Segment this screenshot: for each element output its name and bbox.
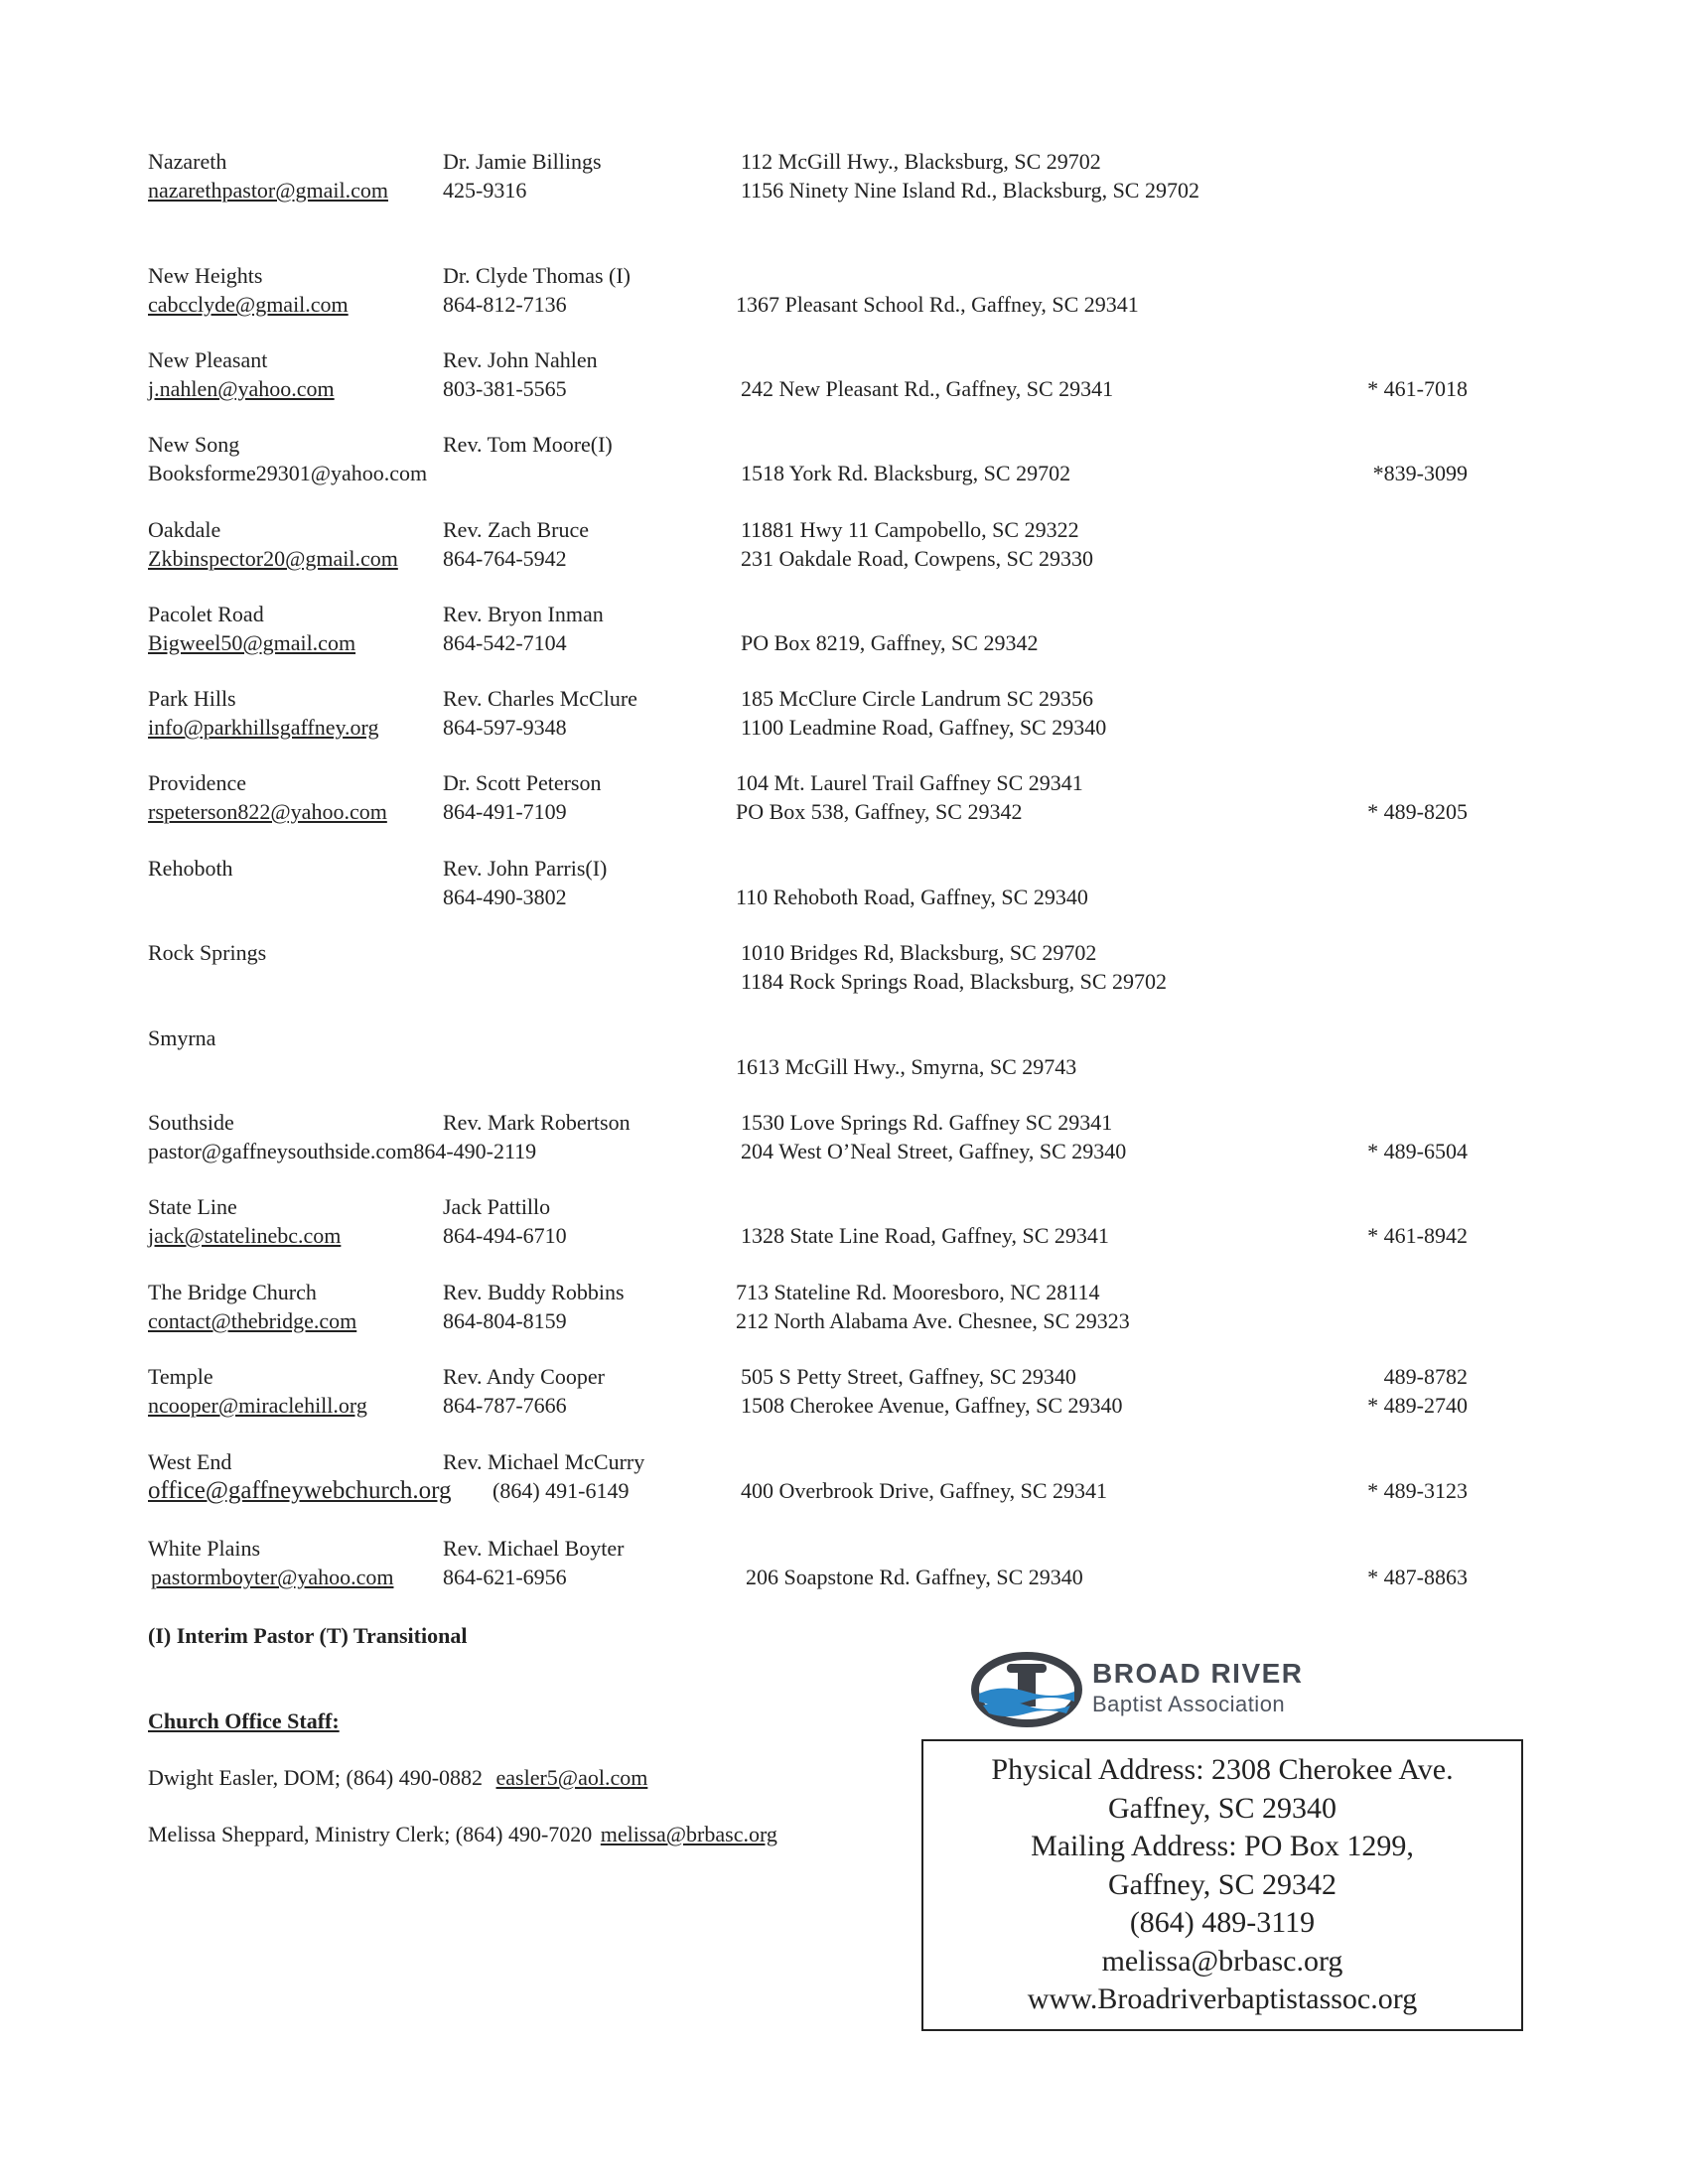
church-name: State Line: [148, 1194, 237, 1219]
church-name: Providence: [148, 770, 246, 795]
pastor-phone: 864-812-7136: [443, 292, 567, 317]
staff-member-info: Dwight Easler, DOM; (864) 490-0882: [148, 1765, 484, 1790]
physical-address-line: Physical Address: 2308 Cherokee Ave.: [991, 1753, 1454, 1786]
church-alt-phone: * 489-6504: [1367, 1139, 1468, 1163]
church-email-link[interactable]: info@parkhillsgaffney.org: [148, 715, 379, 740]
pastor-phone: 864-764-5942: [443, 546, 567, 571]
pastor-name: Rev. Buddy Robbins: [443, 1280, 625, 1304]
church-name: Temple: [148, 1364, 213, 1389]
church-alt-phone: *839-3099: [1372, 461, 1468, 485]
church-name: Rock Springs: [148, 940, 267, 965]
logo-subtitle: Baptist Association: [1092, 1692, 1286, 1716]
church-address: 1518 York Rd. Blacksburg, SC 29702: [741, 461, 1071, 485]
church-address: 11881 Hwy 11 Campobello, SC 29322: [741, 517, 1079, 542]
church-alt-phone: * 489-3123: [1367, 1478, 1468, 1503]
church-address: 112 McGill Hwy., Blacksburg, SC 29702: [741, 149, 1101, 174]
church-name: Smyrna: [148, 1025, 216, 1050]
pastor-name: Rev. Tom Moore(I): [443, 432, 613, 457]
church-address: PO Box 538, Gaffney, SC 29342: [736, 799, 1023, 824]
pastor-name: Dr. Clyde Thomas (I): [443, 263, 632, 288]
pastor-name: Rev. Michael Boyter: [443, 1536, 625, 1561]
pastor-phone: 864-787-7666: [443, 1393, 567, 1418]
logo-name: BROAD RIVER: [1092, 1658, 1304, 1689]
pastor-phone: 864-542-7104: [443, 630, 567, 655]
church-address: 1530 Love Springs Rd. Gaffney SC 29341: [741, 1110, 1113, 1135]
staff-member: [148, 1821, 777, 1848]
church-address: 231 Oakdale Road, Cowpens, SC 29330: [741, 546, 1094, 571]
church-address: 1100 Leadmine Road, Gaffney, SC 29340: [741, 715, 1107, 740]
association-logo: [971, 1650, 1333, 1729]
office-phone: (864) 489-3119: [1129, 1906, 1316, 1939]
church-address: 185 McClure Circle Landrum SC 29356: [741, 686, 1094, 711]
mailing-address-line: Mailing Address: PO Box 1299,: [1031, 1830, 1414, 1862]
office-email[interactable]: melissa@brbasc.org: [1101, 1944, 1343, 1978]
pastor-phone: 864-621-6956: [443, 1565, 567, 1589]
church-name: Pacolet Road: [148, 602, 264, 626]
pastor-name: Rev. Charles McClure: [443, 686, 637, 711]
pastor-phone: (864) 491-6149: [492, 1478, 630, 1503]
church-email-link[interactable]: jack@statelinebc.com: [148, 1223, 342, 1248]
office-staff-heading: Church Office Staff:: [148, 1708, 340, 1733]
church-address: 1010 Bridges Rd, Blacksburg, SC 29702: [741, 940, 1097, 965]
church-name: Southside: [148, 1110, 234, 1135]
church-address: 1508 Cherokee Avenue, Gaffney, SC 29340: [741, 1393, 1123, 1418]
church-email-link[interactable]: pastormboyter@yahoo.com: [151, 1565, 394, 1589]
church-name: White Plains: [148, 1536, 261, 1561]
church-alt-phone: * 487-8863: [1367, 1565, 1468, 1589]
church-email-link[interactable]: office@gaffneywebchurch.org: [148, 1477, 452, 1504]
church-address: 110 Rehoboth Road, Gaffney, SC 29340: [736, 885, 1088, 909]
church-alt-phone: 489-8782: [1383, 1364, 1468, 1389]
pastor-name: Rev. Andy Cooper: [443, 1364, 605, 1389]
church-address: 713 Stateline Rd. Mooresboro, NC 28114: [736, 1280, 1100, 1304]
church-alt-phone: * 461-8942: [1367, 1223, 1468, 1248]
church-email-link[interactable]: Booksforme29301@yahoo.com: [148, 461, 428, 485]
pastor-name: Jack Pattillo: [443, 1194, 551, 1219]
church-email-link[interactable]: cabcclyde@gmail.com: [148, 292, 349, 317]
church-email-link[interactable]: rspeterson822@yahoo.com: [148, 799, 387, 824]
church-address: 1613 McGill Hwy., Smyrna, SC 29743: [736, 1054, 1077, 1079]
church-address: 1156 Ninety Nine Island Rd., Blacksburg, SC 29702: [741, 178, 1199, 203]
church-alt-phone: * 461-7018: [1367, 376, 1468, 401]
pastor-phone: 864-490-2119: [413, 1139, 537, 1163]
pastor-name: Dr. Jamie Billings: [443, 149, 602, 174]
address-box: [921, 1739, 1523, 2031]
staff-email-link[interactable]: easler5@aol.com: [495, 1765, 648, 1790]
church-address: 1328 State Line Road, Gaffney, SC 29341: [741, 1223, 1109, 1248]
pastor-phone: 803-381-5565: [443, 376, 567, 401]
church-email-link[interactable]: nazarethpastor@gmail.com: [148, 178, 388, 203]
church-name: Rehoboth: [148, 856, 233, 881]
church-email-link[interactable]: j.nahlen@yahoo.com: [148, 376, 335, 401]
church-name: Nazareth: [148, 149, 227, 174]
church-email-link[interactable]: Zkbinspector20@gmail.com: [148, 546, 398, 571]
church-address: 104 Mt. Laurel Trail Gaffney SC 29341: [736, 770, 1083, 795]
church-name: Park Hills: [148, 686, 236, 711]
church-address: 1367 Pleasant School Rd., Gaffney, SC 29341: [736, 292, 1139, 317]
church-name: New Heights: [148, 263, 263, 288]
church-address: 206 Soapstone Rd. Gaffney, SC 29340: [746, 1565, 1083, 1589]
church-email-link[interactable]: ncooper@miraclehill.org: [148, 1393, 367, 1418]
pastor-name: Rev. Mark Robertson: [443, 1110, 631, 1135]
church-address: PO Box 8219, Gaffney, SC 29342: [741, 630, 1039, 655]
church-name: The Bridge Church: [148, 1280, 317, 1304]
church-email-link[interactable]: pastor@gaffneysouthside.com: [148, 1139, 414, 1163]
church-address: 242 New Pleasant Rd., Gaffney, SC 29341: [741, 376, 1114, 401]
church-name: Oakdale: [148, 517, 221, 542]
church-name: West End: [148, 1449, 232, 1474]
pastor-name: Rev. John Nahlen: [443, 347, 598, 372]
pastor-name: Rev. Zach Bruce: [443, 517, 590, 542]
pastor-phone: 864-490-3802: [443, 885, 567, 909]
staff-member: [148, 1764, 647, 1792]
pastor-phone: 864-804-8159: [443, 1308, 567, 1333]
church-address: 505 S Petty Street, Gaffney, SC 29340: [741, 1364, 1076, 1389]
church-address: 400 Overbrook Drive, Gaffney, SC 29341: [741, 1478, 1108, 1503]
church-alt-phone: * 489-2740: [1367, 1393, 1468, 1418]
church-address: 212 North Alabama Ave. Chesnee, SC 29323: [736, 1308, 1130, 1333]
church-address: 1184 Rock Springs Road, Blacksburg, SC 29702: [741, 969, 1168, 994]
website-link[interactable]: www.Broadriverbaptistassoc.org: [1027, 1982, 1418, 2015]
mailing-city-line: Gaffney, SC 29342: [1108, 1867, 1336, 1901]
church-email-link[interactable]: contact@thebridge.com: [148, 1308, 357, 1333]
pastor-name: Dr. Scott Peterson: [443, 770, 602, 795]
pastor-phone: 864-597-9348: [443, 715, 567, 740]
pastor-name: Rev. John Parris(I): [443, 856, 608, 881]
pastor-legend: (I) Interim Pastor (T) Transitional: [148, 1623, 468, 1648]
pastor-name: Rev. Bryon Inman: [443, 602, 604, 626]
church-name: New Song: [148, 432, 240, 457]
church-address: 204 West O’Neal Street, Gaffney, SC 29340: [741, 1139, 1127, 1163]
physical-city-line: Gaffney, SC 29340: [1108, 1791, 1336, 1825]
church-alt-phone: * 489-8205: [1367, 799, 1468, 824]
lighthouse-wave-icon: [971, 1650, 1082, 1729]
staff-member-info: Melissa Sheppard, Ministry Clerk; (864) 490-7020: [148, 1822, 593, 1846]
pastor-name: Rev. Michael McCurry: [443, 1449, 645, 1474]
church-name: New Pleasant: [148, 347, 268, 372]
staff-email-link[interactable]: melissa@brbasc.org: [600, 1822, 777, 1846]
pastor-phone: 864-491-7109: [443, 799, 567, 824]
pastor-phone: 425-9316: [443, 178, 527, 203]
pastor-phone: 864-494-6710: [443, 1223, 567, 1248]
church-email-link[interactable]: Bigweel50@gmail.com: [148, 630, 356, 655]
